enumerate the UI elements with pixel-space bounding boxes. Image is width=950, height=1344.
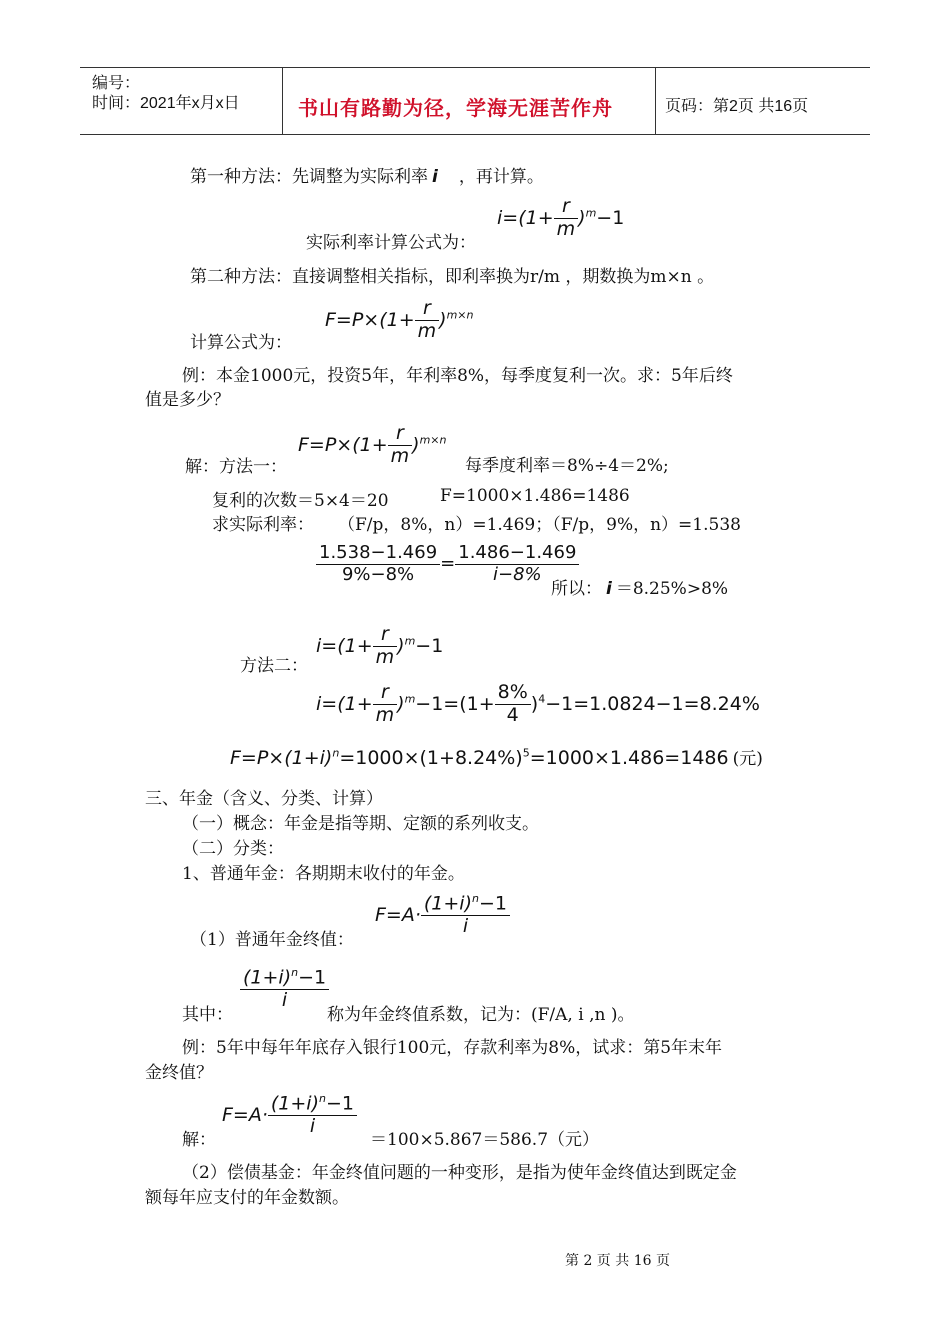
annuity-coefficient-fraction: $\frac{(1+i)^n-1}{i}$ xyxy=(240,967,329,1012)
rate-variable: i xyxy=(432,167,438,187)
rate-formula-label: 实际利率计算公式为： xyxy=(306,233,476,253)
annuity-fv-label: （1）普通年金终值： xyxy=(190,930,354,950)
table-lookup: （F/p，8%，n）=1.469；（F/p，9%，n）=1.538 xyxy=(338,515,741,535)
coefficient-text: 称为年金终值系数，记为：(F/A, i ,n )。 xyxy=(327,1005,635,1025)
effective-rate-formula: i=(1+ $\frac{r}{m}$ )$^m$−1 xyxy=(497,195,625,240)
interp-den-right: i−8% xyxy=(493,563,542,585)
where-label: 其中： xyxy=(182,1005,233,1025)
sinking-fund-line1: （2）偿债基金：年金终值问题的一种变形，是指为使年金终值达到既定金 xyxy=(182,1163,737,1183)
example-two-line1: 例：5年中每年年底存入银行100元，存款利率为8%，试求：第5年末年 xyxy=(182,1038,723,1058)
sinking-fund-line2: 额每年应支付的年金数额。 xyxy=(145,1188,349,1208)
method-two-label: 方法二： xyxy=(240,656,308,676)
therefore-value: ＝8.25%>8% xyxy=(615,579,729,599)
method-one-line xyxy=(190,162,544,187)
method-two-formula: i=(1+ $\frac{r}{m}$ )$^m$−1 xyxy=(316,623,444,668)
example-two-line2: 金终值？ xyxy=(145,1063,213,1083)
solution-formula: F=P×(1+ $\frac{r}{m}$ )$^{m\times n}$ xyxy=(298,422,447,467)
ordinary-annuity: 1、普通年金：各期期末收付的年金。 xyxy=(182,864,465,884)
method-one-text: 第一种方法：先调整为实际利率 xyxy=(190,167,428,187)
therefore-line xyxy=(551,574,728,599)
final-calc-part2: =1000×1.486=1486 xyxy=(529,747,729,769)
final-calculation: $F=P\times(1+i)^n=1000\times(1+8.24\%)^5=1000\times 1.486=1486$ (元) xyxy=(230,746,763,769)
solution-two-formula: F=A· $\frac{(1+i)^n-1}{i}$ xyxy=(222,1093,357,1138)
method-two-result: −1=1.0824−1=8.24% xyxy=(545,692,760,715)
final-calc-part1: =1000×(1+8.24%) xyxy=(339,747,523,769)
therefore-variable: i xyxy=(606,579,612,599)
compound-count: 复利的次数＝5×4＝20 xyxy=(212,491,389,511)
header-motto: 书山有路勤为径，学海无涯苦作舟 xyxy=(298,96,613,120)
find-rate-label: 求实际利率： xyxy=(212,515,314,535)
solution-two-label: 解： xyxy=(182,1130,216,1150)
header-bottom-rule xyxy=(80,134,870,135)
method-two-four: 4 xyxy=(495,704,531,727)
method-two-calc-tail: −1=(1+ xyxy=(415,692,495,715)
method-two-pct: 8% xyxy=(497,681,528,703)
compound-formula: F=P×(1+ $\frac{r}{m}$ )$^{m\times n}$ xyxy=(325,297,474,342)
interp-den-left: 9%−8% xyxy=(341,563,415,585)
therefore-label: 所以： xyxy=(551,579,602,599)
example-one-line2: 值是多少？ xyxy=(145,390,230,410)
annuity-fv-formula: F=A· $\frac{(1+i)^n-1}{i}$ xyxy=(375,893,510,938)
header-page-info: 页码：第2页 共16页 xyxy=(665,98,809,115)
interp-num-left: 1.538−1.469 xyxy=(316,543,440,565)
annuity-concept: （一）概念：年金是指等期、定额的系列收支。 xyxy=(182,814,539,834)
example-one-line1: 例：本金1000元，投资5年，年利率8%，每季度复利一次。求：5年后终 xyxy=(182,366,733,386)
header-number-label: 编号： xyxy=(92,75,141,92)
header-date: 时间：2021年x月x日 xyxy=(92,95,240,112)
solution-method-one-label: 解：方法一： xyxy=(185,457,287,477)
header-divider-left xyxy=(282,67,283,135)
header-top-rule xyxy=(80,67,870,68)
method-two-calculation: i=(1+ $\frac{r}{m}$ )$^m$−1=(1+ $\frac{8\%}{4}$ )$^4$−1=1.0824−1=8.24% xyxy=(316,681,760,726)
solution-two-result: ＝100×5.867＝586.7（元） xyxy=(370,1130,600,1150)
method-one-tail: ，再计算。 xyxy=(458,167,544,187)
interp-num-right: 1.486−1.469 xyxy=(455,543,579,565)
final-yuan: (元) xyxy=(732,749,763,769)
page-footer: 第 2 页 共 16 页 xyxy=(565,1253,670,1269)
interpolation-equation: $\frac{1.538-1.469}{9\%-8\%}$ = $\frac{1.486-1.469}{i-8\%}$ xyxy=(316,543,579,585)
quarter-rate: 每季度利率＝8%÷4＝2%; xyxy=(465,456,669,476)
section-three-title: 三、年金（含义、分类、计算） xyxy=(145,789,383,809)
header-divider-right xyxy=(655,67,656,135)
calc-formula-label: 计算公式为： xyxy=(190,333,292,353)
method-two-line: 第二种方法：直接调整相关指标，即利率换为r/m ，期数换为m×n 。 xyxy=(190,267,715,287)
annuity-classification: （二）分类： xyxy=(182,839,284,859)
future-value-calc: F=1000×1.486=1486 xyxy=(440,486,630,506)
